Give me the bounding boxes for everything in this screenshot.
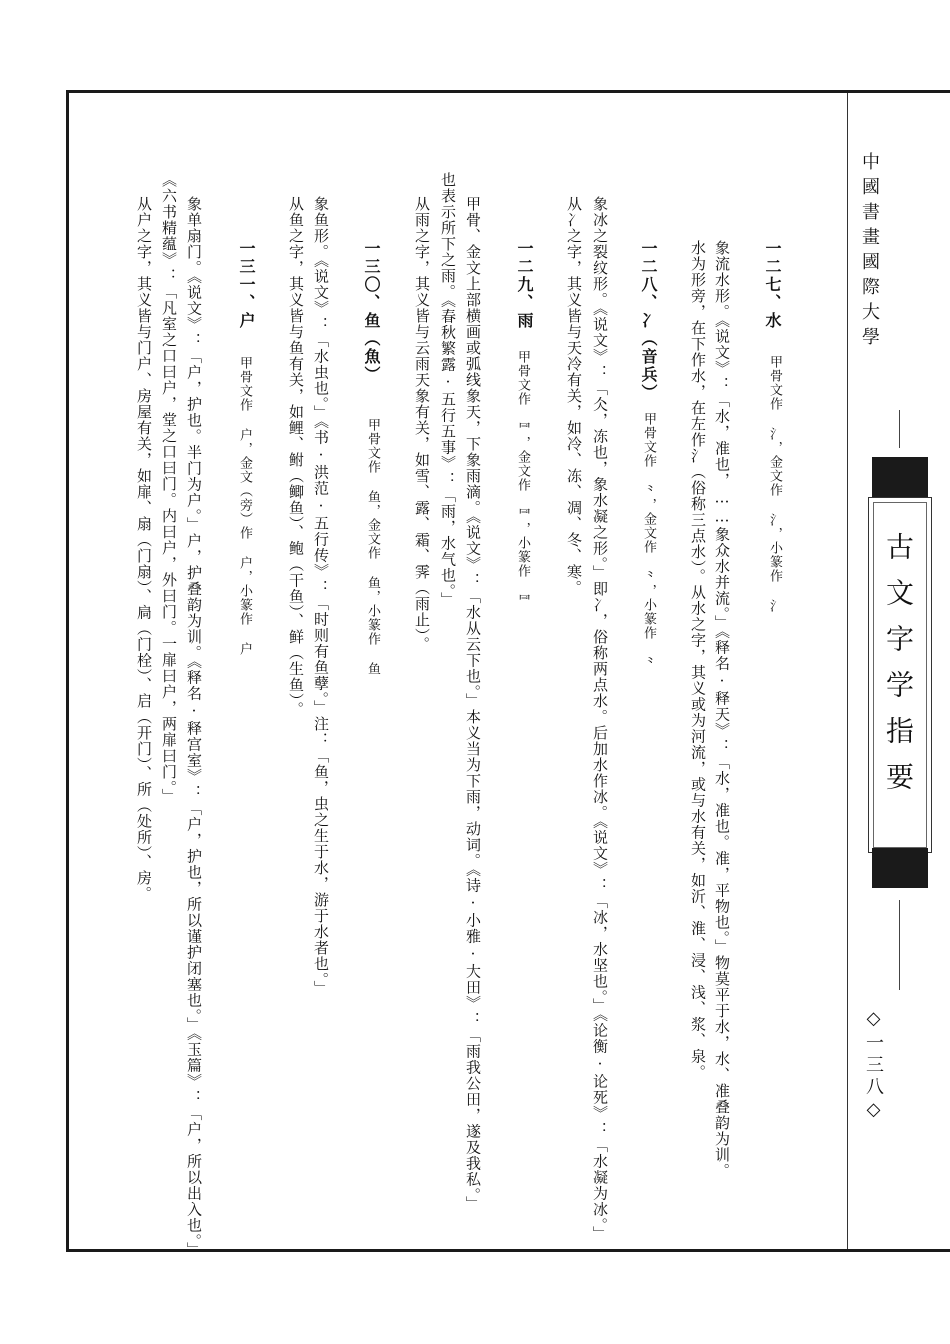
entry-text-line: 从雨之字，其义皆与云雨天象有关，如雪、露、霜、霁（雨止）。 [413, 196, 431, 653]
entry-forms: 甲骨文作 ⺀，金文作 ⺀，小篆作 ⺀ [641, 412, 656, 670]
sidebar-rule-top [899, 410, 900, 448]
entry-heading: 一二七、水 [763, 240, 782, 330]
entry-text-line: 《六书精蕴》：「凡室之口曰户，堂之口曰门。内曰户，外曰门。一扉曰户，两扉曰门。」 [160, 172, 178, 805]
book-title: 古文字学指要 [882, 532, 915, 808]
entry-heading: 一三〇、鱼（魚） [362, 240, 381, 384]
entry-text-line: 象冰之裂纹形。《说文》：「仌，冻也，象水凝之形。」即冫，俗称两点水。后加水作冰。《说文》：「冰，水坚也。」《论衡·论死》：「水凝为冰。」 [591, 196, 609, 1242]
entry-forms: 甲骨文作 ⺡，金文作 ⺡，小篆作 ⺡ [767, 355, 782, 613]
entry-text-line: 象单扇门。《说文》：「户，护也。半门为户。」户，护叠韵为训。《释名·释宫室》：「户，护也，所以谨护闭塞也。」《玉篇》：「户，所以出入也。」 [185, 196, 203, 1258]
entry-text-line: 从鱼之字，其义皆与鱼有关，如鲤、鲋（鲫鱼）、鲍（干鱼）、鲜（生鱼）。 [287, 196, 305, 718]
entry-forms: 甲骨文作 ⻥，金文作 ⻥，小篆作 ⻥ [365, 418, 380, 676]
entry-text-line: 从户之字，其义皆与门户、房屋有关，如扉、扇（门扇）、扃（门栓）、启（开门）、所（处所）、房。 [135, 196, 153, 902]
sidebar-rule-mid [899, 900, 900, 990]
entry-text-line: 象流水形。《说文》：「水，准也，……象众水并流。」《释名·释天》：「水，准也。准，平物也。」物莫平于水，水、准叠韵为训。 [713, 240, 731, 1179]
sidebar-divider [847, 93, 848, 1249]
title-band-bottom [872, 848, 928, 888]
series-title: 中國書畫國際大學 [859, 152, 880, 352]
entry-heading: 一二九、雨 [515, 240, 534, 330]
entry-text-line: 水为形旁，在下作水，在左作氵（俗称三点水）。从水之字，其义或为河流，或与水有关，如沂、淮、浸、浅、浆、泉。 [689, 240, 707, 1081]
entry-text-line: 甲骨、金文上部横画或弧线象天，下象雨滴。《说文》：「水从云下也。」本义当为下雨，动词。《诗·小雅·大田》：「雨我公田，遂及我私。」 [464, 196, 482, 1212]
entry-forms: 甲骨文作 ⺜，金文作 ⺜，小篆作 ⺜ [515, 350, 530, 608]
entry-text-line: 象鱼形。《说文》：「水虫也。」《书·洪范·五行传》：「时则有鱼孽。」注：「鱼，虫之生于水，游于水者也。」 [312, 196, 330, 997]
page-number: ◇一三八◇ [863, 1008, 884, 1124]
title-band-top [872, 457, 928, 497]
entry-heading: 一二八、冫（音兵） [639, 240, 658, 402]
entry-forms: 甲骨文作 ⼾，金文（旁）作 ⼾，小篆作 ⼾ [237, 356, 252, 656]
entry-text-line: 从冫之字，其义皆与天冷有关，如冷、冻、凋、冬、寒。 [565, 196, 583, 596]
entry-text-line: 也表示所下之雨。《春秋繁露·五行五事》：「雨，水气也。」 [439, 172, 457, 608]
entry-heading: 一三一、户 [237, 240, 256, 330]
